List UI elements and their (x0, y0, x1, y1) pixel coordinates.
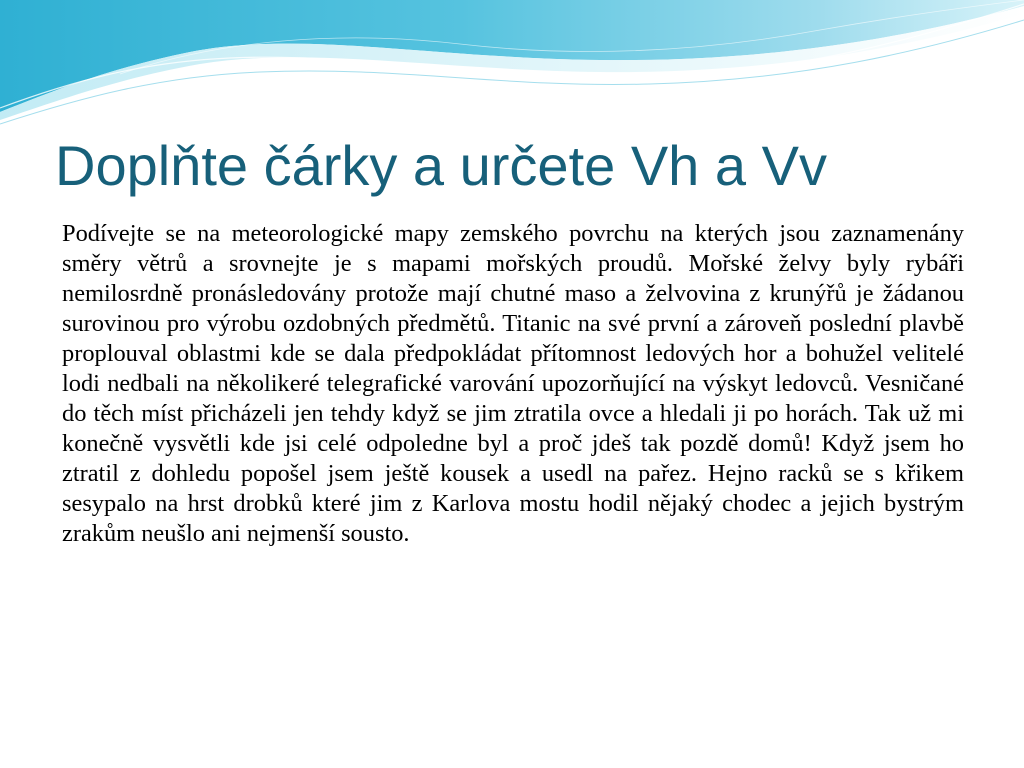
slide-body-text: Podívejte se na meteorologické mapy zemského povrchu na kterých jsou zaznamenány směry větrů a srovnejte je s mapami mořských proudů. Mořské želvy byly rybáři nemilosrdně pronásledovány protože mají chutné maso a želvovina z krunýřů je žádanou surovinou pro výrobu ozdobných předmětů. Titanic na své první a zároveň poslední plavbě proplouval oblastmi kde se dala předpokládat přítomnost ledových hor a bohužel velitelé lodi nedbali na několikeré telegrafické varování upozorňující na výskyt ledovců. Vesničané do těch míst přicházeli jen tehdy když se jim ztratila ovce a hledali ji po horách. Tak už mi konečně vysvětli kde jsi celé odpoledne byl a proč jdeš tak pozdě domů! Když jsem ho ztratil z dohledu popošel jsem ještě kousek a usedl na pařez. Hejno racků se s křikem sesypalo na hrst drobků které jim z Karlova mostu hodil nějaký chodec a jejich bystrým zrakům neušlo ani nejmenší sousto. (62, 220, 964, 547)
slide-title: Doplňte čárky a určete Vh a Vv (55, 134, 827, 197)
wave-main-shape (0, 0, 1024, 112)
decorative-wave-header (0, 0, 1024, 130)
